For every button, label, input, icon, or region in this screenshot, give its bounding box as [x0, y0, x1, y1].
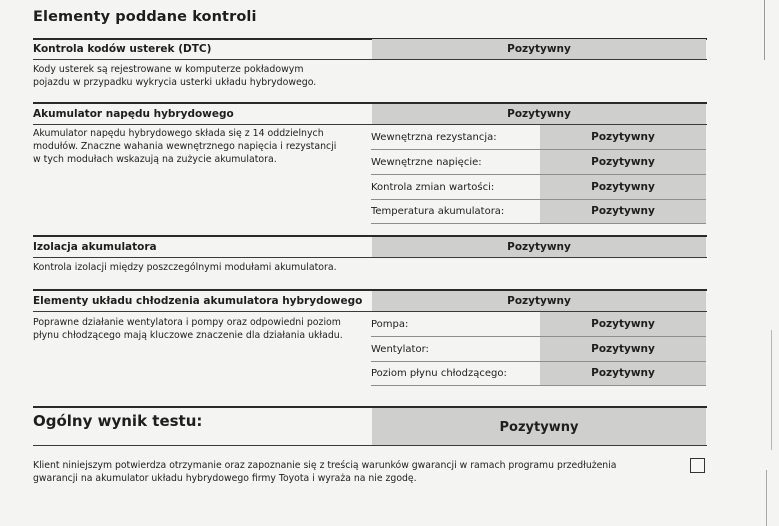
- overall-divider: [33, 445, 707, 446]
- section-description-insulation: [33, 261, 453, 274]
- section-header-battery: Akumulator napędu hybrydowego: [33, 108, 234, 120]
- subcheck-value: Pozytywny: [591, 131, 655, 143]
- subcheck-value: Pozytywny: [591, 343, 655, 355]
- page-title: Elementy poddane kontroli: [33, 9, 257, 25]
- section-description-cooling: [33, 316, 367, 342]
- subcheck-label: Kontrola zmian wartości:: [371, 182, 495, 193]
- description-line: Kontrola izolacji między poszczególnymi modułami akumulatora.: [33, 262, 337, 273]
- row-divider: [371, 223, 706, 224]
- section-divider: [33, 59, 707, 60]
- subcheck-label: Wentylator:: [371, 344, 429, 355]
- consent-text: [33, 459, 673, 485]
- description-line: Akumulator napędu hybrydowego składa się z 14 oddzielnych: [33, 128, 324, 139]
- section-description-dtc: [33, 63, 367, 89]
- result-cooling: Pozytywny: [507, 295, 571, 307]
- overall-result: Pozytywny: [499, 420, 579, 435]
- section-header-dtc: Kontrola kodów usterek (DTC): [33, 43, 212, 55]
- scan-edge-marks: [760, 0, 779, 526]
- result-insulation: Pozytywny: [507, 241, 571, 253]
- row-divider: [371, 385, 706, 386]
- description-line: Poprawne działanie wentylatora i pompy oraz odpowiedni poziom: [33, 317, 341, 328]
- description-line: płynu chłodzącego mają kluczowe znaczenie dla działania układu.: [33, 330, 343, 341]
- description-line: modułów. Znaczne wahania wewnętrznego napięcia i rezystancji: [33, 141, 337, 152]
- subcheck-value: Pozytywny: [591, 205, 655, 217]
- section-header-insulation: Izolacja akumulatora: [33, 241, 157, 253]
- subcheck-label: Temperatura akumulatora:: [371, 206, 505, 217]
- result-battery: Pozytywny: [507, 108, 571, 120]
- description-line: w tych modułach wskazują na zużycie akumulatora.: [33, 154, 277, 165]
- section-divider: [33, 257, 707, 258]
- section-description-battery: [33, 127, 367, 166]
- subcheck-value: Pozytywny: [591, 318, 655, 330]
- subcheck-label: Wewnętrzne napięcie:: [371, 157, 482, 168]
- subcheck-label: Pompa:: [371, 319, 409, 330]
- subcheck-value: Pozytywny: [591, 181, 655, 193]
- subcheck-label: Wewnętrzna rezystancja:: [371, 132, 497, 143]
- consent-line: Klient niniejszym potwierdza otrzymanie oraz zapoznanie się z treścią warunków gwarancji w ramach programu przedłużenia: [33, 460, 617, 471]
- subcheck-value: Pozytywny: [591, 367, 655, 379]
- subcheck-value: Pozytywny: [591, 156, 655, 168]
- result-dtc: Pozytywny: [507, 43, 571, 55]
- consent-checkbox[interactable]: [690, 458, 705, 473]
- subcheck-label: Poziom płynu chłodzącego:: [371, 368, 507, 379]
- description-line: pojazdu w przypadku wykrycia usterki układu hybrydowego.: [33, 77, 317, 88]
- section-header-cooling: Elementy układu chłodzenia akumulatora hybrydowego: [33, 295, 363, 307]
- description-line: Kody usterek są rejestrowane w komputerze pokładowym: [33, 64, 304, 75]
- consent-line: gwarancji na akumulator układu hybrydowego firmy Toyota i wyraża na nie zgodę.: [33, 473, 417, 484]
- overall-label: Ogólny wynik testu:: [33, 412, 203, 430]
